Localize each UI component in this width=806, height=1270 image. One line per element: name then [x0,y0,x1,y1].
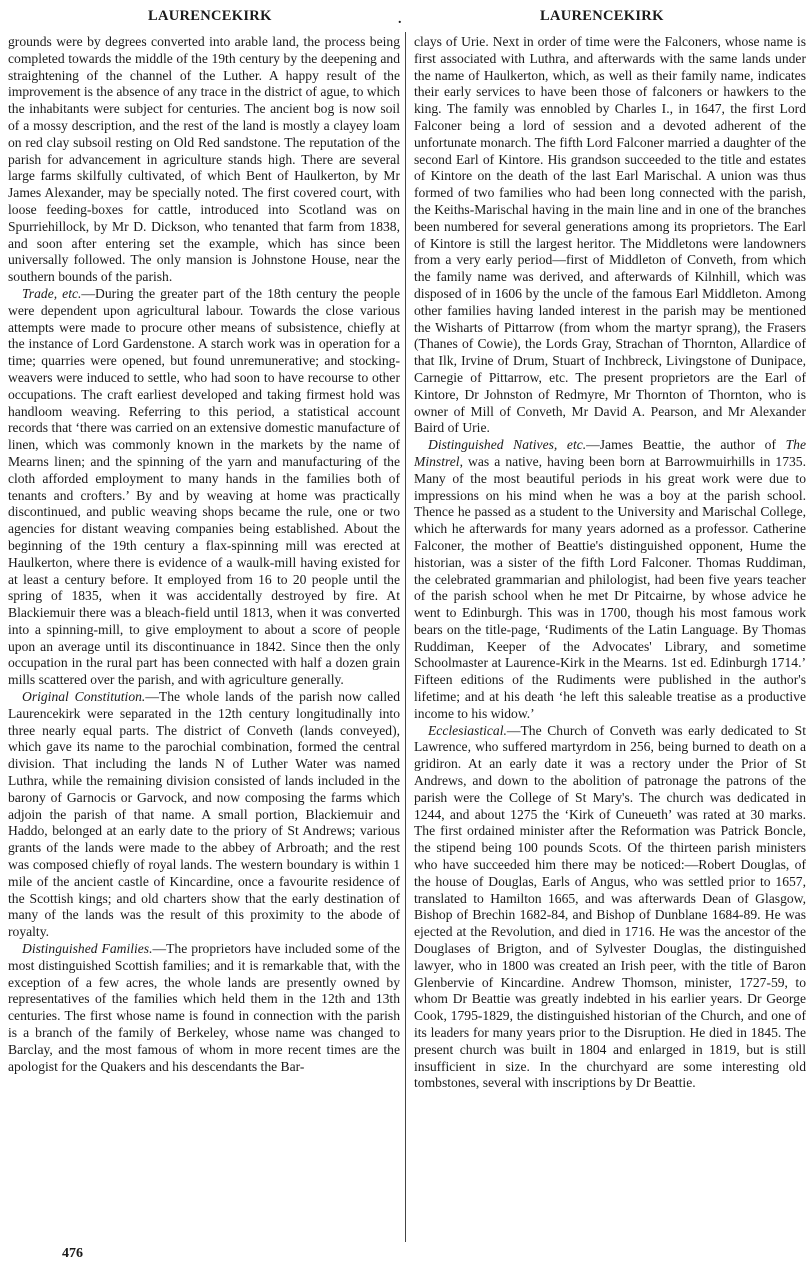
paragraph-proprietors: clays of Urie. Next in order of time were the Falconers, whose name is first associated with Luthra, and afterwards with the same lands under the name of Haulkerton, which, as well as their family name, indicates their early services to have been those of falconers or hawkers to the king. The family was ennobled by Charles I., in 1647, the first Lord Falconer being a lord of session and a devoted adherent of the unfortunate monarch. The fifth Lord Falconer married a daughter of the second Earl of Kintore. His grandson succeeded to the title and estates of Kintore on the death of the last Earl Marischal. A union was thus formed of two families who had been long connected with the parish, the Keiths-Marischal having in the main line and in one of the branches been numbered for several generations among its proprietors. The Earl of Kintore is still the largest heritor. The Middletons were landowners from a very early period—first of Middleton of Conveth, from which the family name was derived, and afterwards of Kilnhill, which was disposed of in 1606 by the uncle of the famous Earl Middleton. Among other families having landed interest in the parish may be mentioned the Wisharts of Pittarrow (from whom the martyr sprang), the Frasers (Thanes of Cowie), the Lords Gray, Strachan of Thornton, Allardice of that Ilk, Irvine of Drum, Stuart of Inchbreck, Livingstone of Dunipace, Carnegie of Pittarrow, etc. The present proprietors are the Earl of Kintore, Dr Johnston of Redmyre, Mr Thornton of Thornton, who is owner of Mill of Conveth, Mr David A. Pearson, and Mr Alexander Baird of Urie. [414,34,806,436]
families-text: —The proprietors have included some of the most distinguished Scottish families; and it is remarkable that, with the exception of a few acres, the whole lands are presently owned by representatives of the families which held them in the 12th and 13th centuries. The first whose name is found in connection with the parish is a branch of the family of Berkeley, whose name was changed to Barclay, and the most famous of whom in more recent times are the apologist for the Quakers and his descendants the Bar- [8,941,400,1074]
paragraph-trade [8,286,400,689]
natives-text-b: , was a native, having been born at Barrowmuirhills in 1735. Many of the most beautiful periods in his great work were due to impressions on his mind when he was a boy at the parish school. Thence he passed as a student to the University and Marischal College, which he afterwards for many years adorned as a professor. Catherine Falconer, the mother of Beattie's distinguished opponent, Hume the historian, was a sister of the fifth Lord Falconer. Thomas Ruddiman, the celebrated grammarian and philologist, had been five years teacher of the parish school when he met Dr Pitcairne, by whose advice he went to Edinburgh. This was in 1700, though his most famous work bears on the title-page, ‘Rudiments of the Latin Language. By Thomas Ruddiman, Keeper of the Advocates' Library, and sometime Schoolmaster at Laurence-Kirk in the Mearns. 1st ed. Edinburgh 1714.’ Fifteen editions of the Rudiments were published in the author's lifetime; and at his death ‘he left this saleable treatise as a productive income to his widow.’ [414,453,806,721]
paragraph-land-improvement: grounds were by degrees converted into arable land, the process being completed towards the middle of the 19th century by the deepening and straightening of the channel of the Luther. A happy result of the improvement is the absence of any trace in the district of ague, to which the inhabitants were subject for centuries. The ancient bog is now soil of a mossy description, and the rest of the land is mostly a clayey loam on red clay subsoil resting on Old Red sandstone. The reputation of the parish for advancement in agriculture stands high. There are several large farms skilfully cultivated, of which Bent of Haulkerton, by Mr James Alexander, may be specially noted. The first covered court, with loose feeding-boxes for cattle, introduced into Scotland was on Spurriehillock, by Mr D. Dickson, who tenanted that farm from 1838, and soon after entering set the example, which has since been universally followed. The only mansion is Johnstone House, near the southern bounds of the parish. [8,34,400,285]
section-heading-natives: Distinguished Natives, etc. [428,437,587,453]
section-heading-ecclesiastical: Ecclesiastical. [428,722,507,738]
running-head-left: LAURENCEKIRK [148,8,272,24]
paragraph-original-constitution [8,689,400,941]
section-heading-families: Distinguished Families. [22,941,153,957]
paragraph-distinguished-families [8,941,400,1075]
natives-text-a: —James Beattie, the author of [586,437,786,453]
constitution-text: —The whole lands of the parish now called Laurencekirk were separated in the 12th century longitudinally into three nearly equal parts. The district of Conveth (lands conveyed), which gave its name to the parochial combination, formed the central division. That including the lands N of Luther Water was named Luthra, while the remaining division consisted of lands included in the barony of Garnocis or Garvock, and now composing the farms which adjoin the parish of that name. A small portion, Blackiemuir and Haddo, belonged at an early date to the priory of St Andrews; various grants of the lands were made to the abbey of Arbroath; and the rest was composed chiefly of royal lands. The western boundary is within 1 mile of the ancient castle of Kincardine, once a favourite residence of the Scottish kings; and old charters show that the early destination of many of the lands was the result of this proximity to the abode of royalty. [8,689,400,940]
paragraph-distinguished-natives [414,437,806,723]
left-column [8,34,400,1075]
section-heading-constitution: Original Constitution. [22,689,146,705]
page-number: 476 [62,1246,83,1261]
running-head-right: LAURENCEKIRK [540,8,664,24]
running-header [0,8,800,28]
column-divider [405,32,406,1242]
section-heading-trade: Trade, etc. [22,285,82,301]
book-title-minstrel: The Minstrel [414,437,806,469]
paragraph-ecclesiastical [414,723,806,1093]
header-mark: . [398,12,402,27]
ecclesiastical-text: —The Church of Conveth was early dedicated to St Lawrence, who suffered martyrdom in 256, being burned to death on a gridiron. At an early date it was a rectory under the Prior of St Andrews, and down to the abolition of patronage the patrons of the parish were the College of St Mary's. The church was dedicated in 1244, and about 1275 the ‘Kirk of Cuneueth’ was rated at 30 marks. The first ordained minister after the Reformation was Patrick Boncle, the stipend being 100 pounds Scots. Of the thirteen parish ministers who have succeeded him there may be noticed:—Robert Douglas, of the house of Douglas, Earls of Angus, who was settled prior to 1657, translated to Hamilton 1665, and was afterwards Dean of Glasgow, Bishop of Brechin 1682-84, and Bishop of Dunblane 1684-89. He was ejected at the Revolution, and died in 1716. He was the ancestor of the Douglases of Brigton, and of Sylvester Douglas, the distinguished lawyer, who in 1800 was created an Irish peer, with the title of Baron Glenbervie of Kincardine. Andrew Thomson, minister, 1727-59, to whom Dr Beattie was greatly indebted in his earlier years. Dr George Cook, 1795-1829, the distinguished historian of the Church, and one of its leaders for many years prior to the Disruption. He died in 1845. The present church was built in 1804 and enlarged in 1819, but is still insufficient in size. In the churchyard are some interesting old tombstones, several with inscriptions by Dr Beattie. [414,722,806,1091]
trade-text: —During the greater part of the 18th century the people were dependent upon agricultural labour. Towards the close various attempts were made to procure other means of subsistence, chiefly at the instance of Lord Gardenstone. A starch work was in operation for a time; quarries were opened, but found unremunerative; and stocking-weavers were induced to settle, who had soon to have recourse to other occupations. The craft earliest developed and taking firmest hold was handloom weaving. Referring to this period, a statistical account records that ‘there was carried on an extensive domestic manufacture of linen, which was commonly known in the markets by the name of Mearns linen; and the spinning of the yarn and manufacturing of the cloth afforded employment to many hands in the families both of tenants and crofters.’ By and by weaving at home was practically discontinued, and public weaving shops became the rule, one or two agencies for distant weaving companies being established. About the beginning of the 19th century a flax-spinning mill was erected at Haulkerton, where there is evidence of a waulk-mill having existed for at least a century before. It employed from 16 to 20 people until the spring of 1835, when it was accidentally destroyed by fire. At Blackiemuir there was a bleach-field until 1813, when it was converted into a spinning-mill, to give employment to about a score of people upon an average until its discontinuance in 1842. Since then the only occupation in the rural part has been connected with half a dozen grain mills scattered over the parish, and with agriculture generally. [8,285,400,688]
right-column [414,34,806,1092]
